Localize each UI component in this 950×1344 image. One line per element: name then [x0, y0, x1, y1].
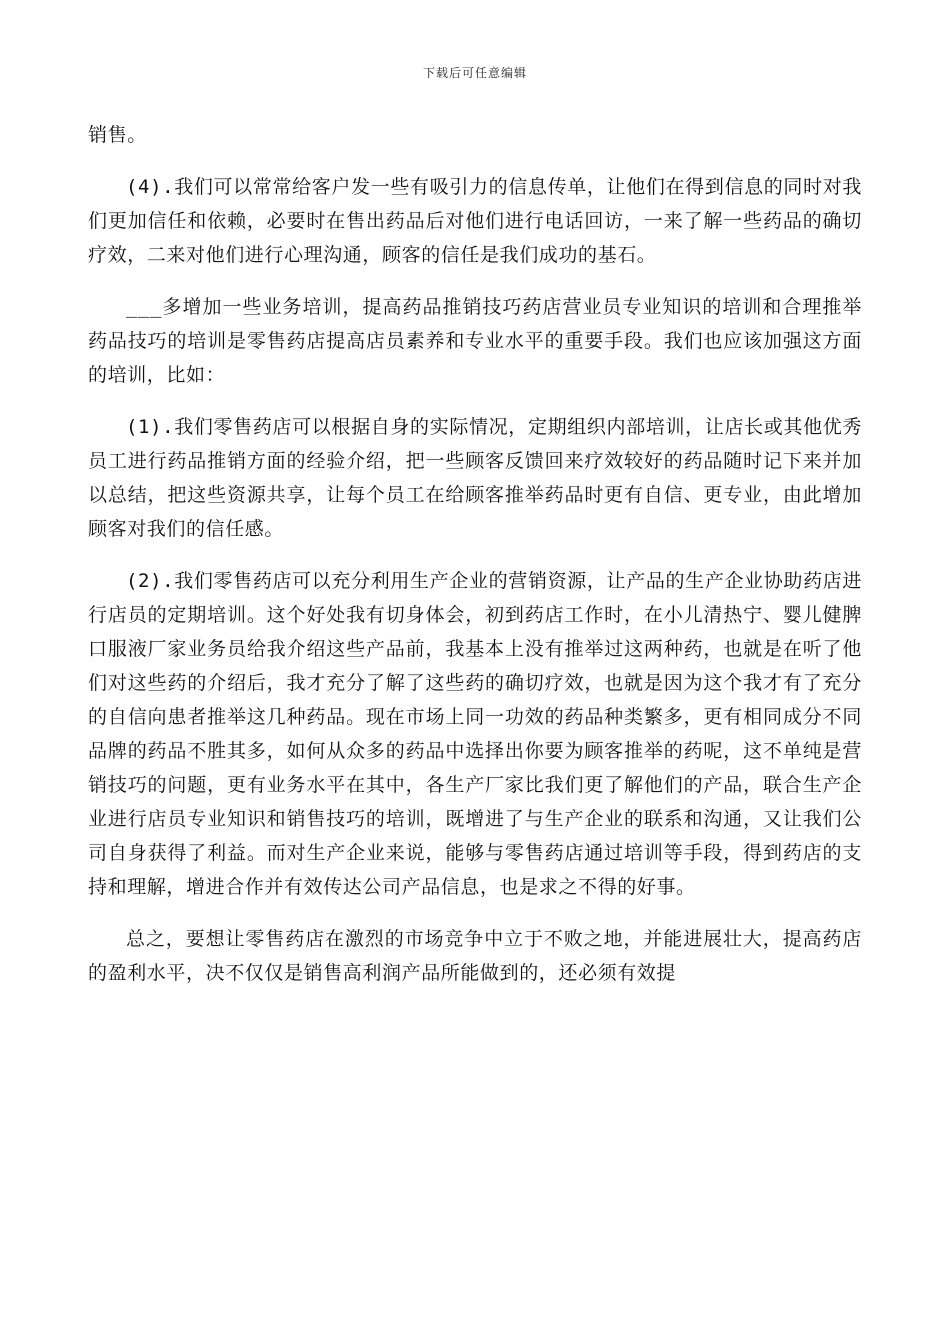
paragraph-conclusion: 总之，要想让零售药店在激烈的市场竞争中立于不败之地，并能进展壮大，提高药店的盈利水平，决不仅仅是销售高利润产品所能做到的，还必须有效提	[88, 928, 862, 984]
paragraph-training-intro: ___多增加一些业务培训，提高药品推销技巧药店营业员专业知识的培训和合理推举药品技巧的培训是零售药店提高店员素养和专业水平的重要手段。我们也应该加强这方面的培训，比如：	[88, 296, 862, 386]
paragraph-item-1: (1).我们零售药店可以根据自身的实际情况，定期组织内部培训，让店长或其他优秀员工进行药品推销方面的经验介绍，把一些顾客反馈回来疗效较好的药品随时记下来并加以总结，把这些资源共享，让每个员工在给顾客推举药品时更有自信、更专业，由此增加顾客对我们的信任感。	[88, 416, 862, 540]
document-body	[88, 118, 862, 990]
page-header: 下载后可任意编辑	[422, 66, 527, 80]
paragraph-continuation: 销售。	[88, 124, 147, 146]
paragraph-item-4: (4).我们可以常常给客户发一些有吸引力的信息传单，让他们在得到信息的同时对我们更加信任和依赖，必要时在售出药品后对他们进行电话回访，一来了解一些药品的确切疗效，二来对他们进行心理沟通，顾客的信任是我们成功的基石。	[88, 176, 862, 266]
paragraph-item-2: (2).我们零售药店可以充分利用生产企业的营销资源，让产品的生产企业协助药店进行店员的定期培训。这个好处我有切身体会，初到药店工作时，在小儿清热宁、婴儿健脾口服液厂家业务员给我介绍这些产品前，我基本上没有推举过这两种药，也就是在听了他们对这些药的介绍后，我才充分了解了这些药的确切疗效，也就是因为这个我才有了充分的自信向患者推举这几种药品。现在市场上同一功效的药品种类繁多，更有相同成分不同品牌的药品不胜其多，如何从众多的药品中选择出你要为顾客推举的药呢，这不单纯是营销技巧的问题，更有业务水平在其中，各生产厂家比我们更了解他们的产品，联合生产企业进行店员专业知识和销售技巧的培训，既增进了与生产企业的联系和沟通，又让我们公司自身获得了利益。而对生产企业来说，能够与零售药店通过培训等手段，得到药店的支持和理解，增进合作并有效传达公司产品信息，也是求之不得的好事。	[88, 570, 862, 898]
